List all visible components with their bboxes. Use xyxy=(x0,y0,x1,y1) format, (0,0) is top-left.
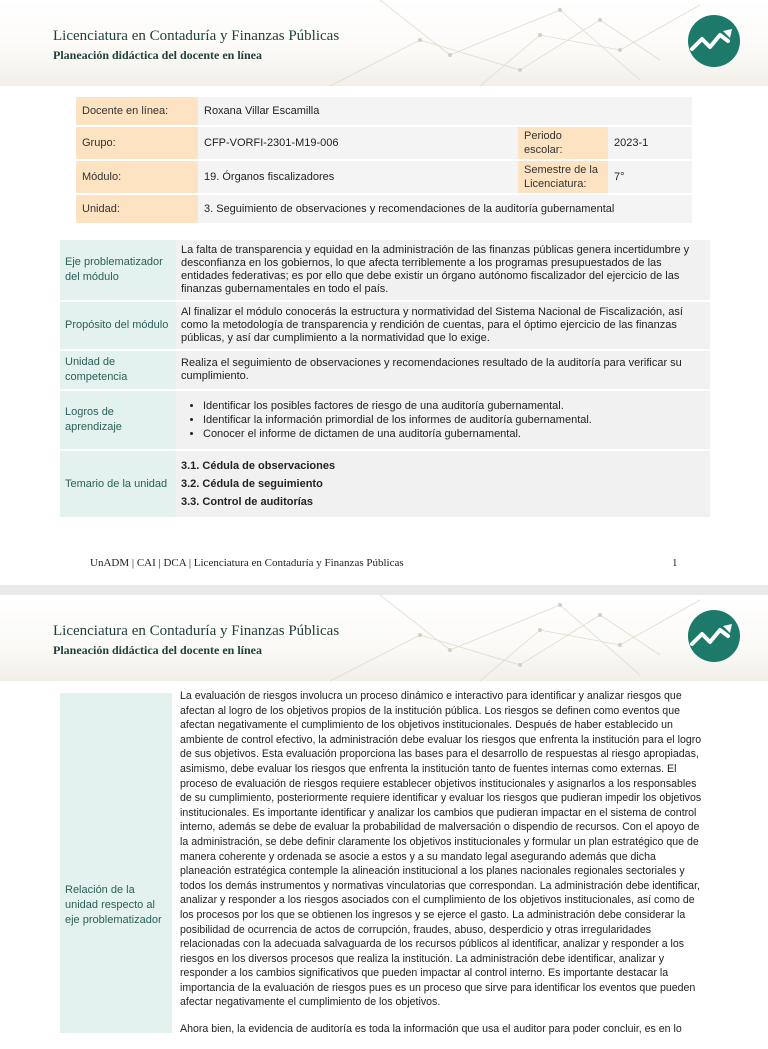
periodo-label: Periodo escolar: xyxy=(518,127,608,159)
table-row xyxy=(60,302,710,349)
table-row xyxy=(76,161,692,193)
periodo-value: 2023-1 xyxy=(608,127,692,159)
table-row xyxy=(60,451,710,517)
relacion-text xyxy=(180,689,706,1049)
page-header xyxy=(0,0,768,86)
document-subtitle: Planeación didáctica del docente en línea xyxy=(53,48,262,62)
page-2 xyxy=(0,595,768,1036)
logros-value xyxy=(176,391,710,449)
proposito-value: Al finalizar el módulo conocerás la estructura y normatividad del Sistema Nacional de Fiscalización, así como la metodología de transparencia y rendición de cuentas, para el óptimo ejercicio de las finanzas públicas, y así dar cumplimiento a la normatividad que lo exige. xyxy=(176,302,710,349)
temario-item: 3.1. Cédula de observaciones xyxy=(181,460,336,472)
semestre-value: 7° xyxy=(608,161,692,193)
grupo-value: CFP-VORFI-2301-M19-006 xyxy=(198,127,518,159)
page-separator xyxy=(0,585,768,595)
modulo-label: Módulo: xyxy=(76,161,198,193)
unidad-label: Unidad: xyxy=(76,195,198,223)
grupo-label: Grupo: xyxy=(76,127,198,159)
chart-arrow-icon xyxy=(688,15,740,67)
unidad-value: 3. Seguimiento de observaciones y recomendaciones de la auditoría gubernamental xyxy=(198,195,692,223)
temario-item: 3.3. Control de auditorías xyxy=(181,496,314,508)
table-row xyxy=(76,195,692,223)
course-info-table xyxy=(76,95,692,225)
table-row xyxy=(60,240,710,300)
competencia-label: Unidad de competencia xyxy=(60,351,176,389)
table-row xyxy=(76,127,692,159)
table-row xyxy=(60,391,710,449)
table-row xyxy=(76,97,692,125)
page-footer: UnADM | CAI | DCA | Licenciatura en Contaduría y Finanzas Públicas xyxy=(90,557,404,569)
page-header xyxy=(0,595,768,681)
competencia-value: Realiza el seguimiento de observaciones y recomendaciones resultado de la auditoría para verificar su cumplimiento. xyxy=(176,351,710,389)
page-number: 1 xyxy=(672,557,678,569)
relacion-paragraph: Ahora bien, la evidencia de auditoría es toda la información que usa el auditor para poder concluir, es en lo xyxy=(180,1023,682,1036)
program-title: Licenciatura en Contaduría y Finanzas Públicas xyxy=(53,623,340,639)
temario-item: 3.2. Cédula de seguimiento xyxy=(181,478,323,490)
semestre-label: Semestre de la Licenciatura: xyxy=(518,161,608,193)
document-subtitle: Planeación didáctica del docente en línea xyxy=(53,643,262,657)
relacion-label: Relación de la unidad respecto al eje problematizador xyxy=(65,884,162,926)
list-item: • Conocer el informe de dictamen de una auditoría gubernamental. xyxy=(203,427,705,441)
program-title: Licenciatura en Contaduría y Finanzas Públicas xyxy=(53,28,340,44)
module-details-table xyxy=(60,238,710,519)
chart-arrow-icon xyxy=(688,610,740,662)
logros-label: Logros de aprendizaje xyxy=(60,391,176,449)
list-item: • Identificar los posibles factores de riesgo de una auditoría gubernamental. xyxy=(203,399,705,413)
eje-label: Eje problematizador del módulo xyxy=(60,240,176,300)
temario-value xyxy=(176,451,710,517)
list-item: • Identificar la información primordial de los informes de auditoría gubernamental. xyxy=(203,413,705,427)
proposito-label: Propósito del módulo xyxy=(60,302,176,349)
logros-list xyxy=(181,399,705,441)
modulo-value: 19. Órganos fiscalizadores xyxy=(198,161,518,193)
eje-value: La falta de transparencia y equidad en la administración de las finanzas públicas genera incertidumbre y desconfianza en los gobiernos, lo que afecta terriblemente a los programas presupuestados de las entidades federativas; es por ello que debe existir un órgano autónomo fiscalizador del ejercicio de las finanzas gubernamentales en todo el país. xyxy=(176,240,710,300)
docente-value: Roxana Villar Escamilla xyxy=(198,97,692,125)
temario-label: Temario de la unidad xyxy=(60,451,176,517)
docente-label: Docente en línea: xyxy=(76,97,198,125)
relacion-paragraph: La evaluación de riesgos involucra un proceso dinámico e interactivo para identificar y analizar riesgos que afectan al logro de los objetivos propios de la institución pública. Los riesgos se definen como eventos que afectan negativamente el cumplimiento de los objetivos institucionales. Después de haber establecido un ambiente de control efectivo, la administración debe evaluar los riesgos que enfrenta la institución para el logro de sus objetivos. Esta evaluación proporciona las bases para el desarrollo de respuestas al riesgo apropiadas, asimismo, debe evaluar los riesgos que enfrenta la institución tanto de fuentes internas como externas. El proceso de evaluación de riesgos requiere establecer objetivos institucionales y asignarlos a los responsables de su cumplimiento, posteriormente requiere identificar y evaluar los riesgos que pudieran impedir los objetivos institucionales. Es importante identificar y analizar los cambios que pudieran impactar en el sistema de control interno, además se debe de evaluar la probabilidad de malversación o dispendio de recursos. Con el apoyo de la administración, se debe definir claramente los objetivos institucionales y formular un plan estratégico que de manera coherente y ordenada se asocie a estos y a su mandato legal asegurando además que dicha planeación estratégica contemple la alineación institucional a los planes nacionales regionales sectoriales y todos los demás instrumentos y normativas vinculatorias que correspondan. La administración debe identificar, analizar y responder a los riesgos asociados con el cumplimiento de los objetivos institucionales, así como de los procesos por los que se obtienen los ingresos y se ejerce el gasto. La administración debe considerar la posibilidad de ocurrencia de actos de corrupción, fraudes, abuso, desperdicio y otras irregularidades relacionadas con la adecuada salvaguarda de los recursos públicos al identificar, analizar y responder a los riesgos en los diversos procesos que realiza la institución. La administración debe identificar, analizar y responder a los cambios significativos que pueden impactar al control interno. Es importante destacar la importancia de la evaluación de riesgos pues es un proceso que sirve para identificar los eventos que pueden afectar negativamente el cumplimiento de los objetivos. xyxy=(180,690,702,1009)
table-row xyxy=(60,351,710,389)
relacion-label-cell xyxy=(60,693,172,1033)
